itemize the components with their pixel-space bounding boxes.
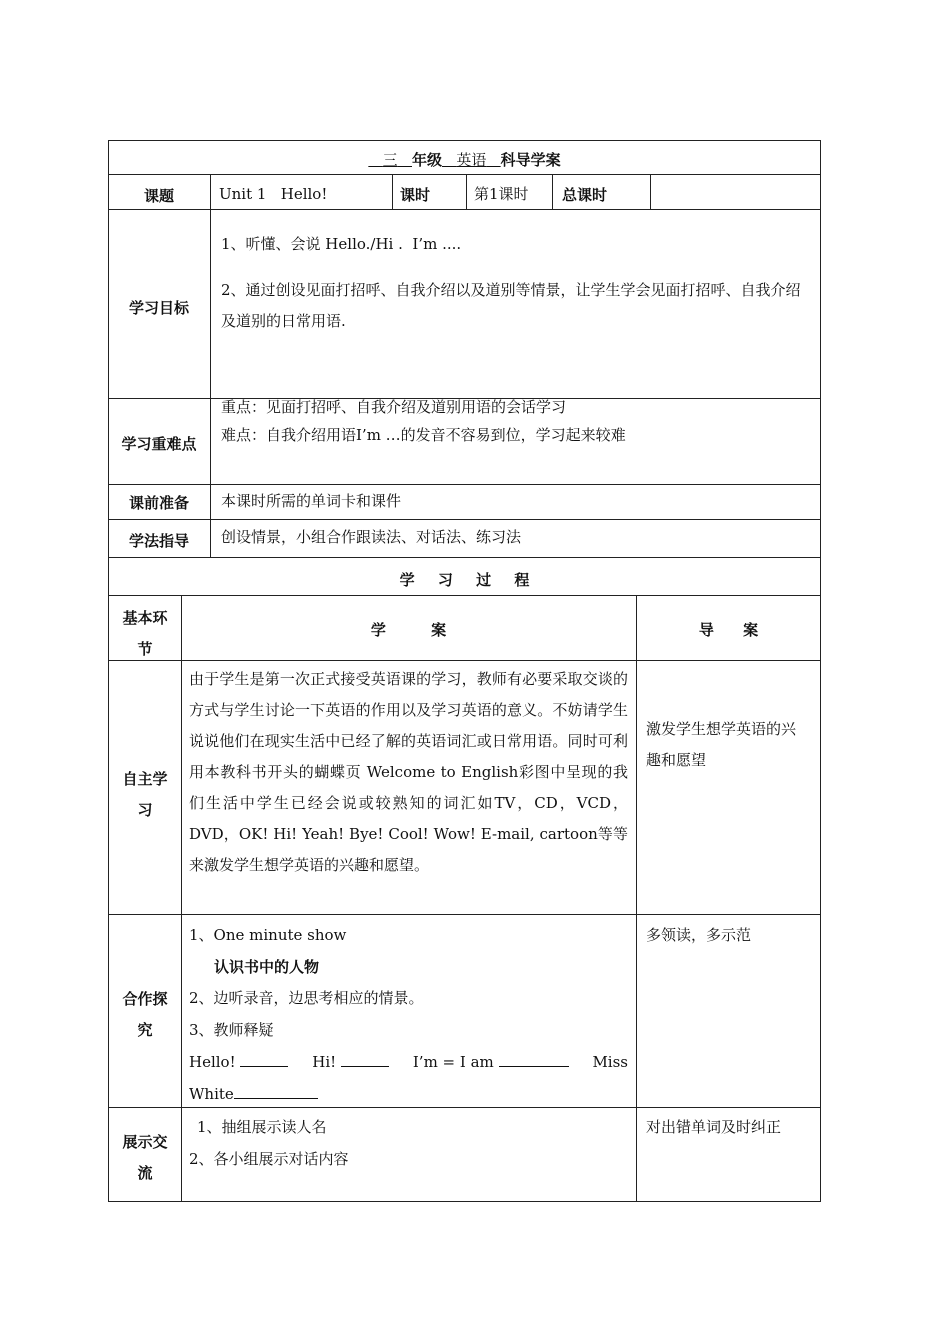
- cooperation-line-1: 1、One minute show: [189, 926, 347, 944]
- col-stage-header: 基本环节: [122, 609, 168, 658]
- method-label: 学法指导: [128, 532, 189, 550]
- col-study-header: 学 案: [370, 621, 447, 639]
- show-line-2: 2、各小组展示对话内容: [189, 1150, 349, 1168]
- goal-item-2: 2、通过创设见面打招呼、自我介绍以及道别等情景，让学生学会见面打招呼、自我介绍及道别的日常用语.: [221, 281, 801, 330]
- stage-self-study-label: 自主学习: [122, 770, 168, 819]
- blank-4: [234, 1084, 318, 1099]
- doc-type: 科导学案: [500, 151, 561, 169]
- self-study-guide: 激发学生想学英语的兴趣和愿望: [646, 720, 797, 769]
- im-prompt: I’m = I am: [413, 1052, 569, 1072]
- stage-show-label: 展示交流: [122, 1133, 168, 1182]
- cooperation-line-6: White: [189, 1084, 318, 1104]
- col-guide-header: 导 案: [698, 621, 759, 639]
- preparation-value: 本课时所需的单词卡和课件: [221, 492, 402, 510]
- grade-suffix: 年级: [411, 151, 442, 169]
- topic-label: 课题: [143, 187, 174, 205]
- cooperation-line-3: 2、边听录音，边思考相应的情景。: [189, 989, 424, 1007]
- topic-value: Unit 1 Hello!: [219, 185, 328, 203]
- show-line-1: 1、抽组展示读人名: [197, 1118, 327, 1136]
- subject-value: 英语: [456, 151, 487, 169]
- miss-prompt: Miss: [592, 1053, 628, 1071]
- grade-value: 三: [382, 151, 398, 169]
- goal-item-1: 1、听懂、会说 Hello./Hi . I’m ....: [221, 235, 462, 253]
- page-title: [108, 150, 821, 170]
- difficult-point: 难点：自我介绍用语I’m …的发音不容易到位，学习起来较难: [221, 426, 626, 444]
- hi-prompt: Hi!: [312, 1052, 389, 1072]
- goals-label: 学习目标: [128, 299, 189, 317]
- key-point: 重点：见面打招呼、自我介绍及道别用语的会话学习: [221, 398, 567, 416]
- cooperation-line-4: 3、教师释疑: [189, 1021, 274, 1039]
- hello-prompt: Hello!: [189, 1052, 288, 1072]
- total-periods-label: 总课时: [562, 186, 608, 204]
- key-points-label: 学习重难点: [121, 435, 197, 453]
- blank-2: [341, 1052, 389, 1067]
- cooperation-line-2: 认识书中的人物: [214, 958, 320, 976]
- process-title: 学 习 过 程: [399, 571, 530, 589]
- self-study-content: 由于学生是第一次正式接受英语课的学习，教师有必要采取交谈的方式与学生讨论一下英语的作用以及学习英语的意义。不妨请学生说说他们在现实生活中已经了解的英语词汇或日常用语。同时可利用本教科书开头的蝴蝶页 Welcome to English彩图中呈现的我们生活中学生已经会说或较熟知的词汇如TV，CD，VCD，DVD，OK! Hi! Yeah! Bye! Cool! Wow! E-mail, cartoon等等来激发学生想学英语的兴趣和愿望。: [189, 670, 628, 874]
- cooperation-guide: 多领读，多示范: [646, 926, 752, 944]
- method-value: 创设情景，小组合作跟读法、对话法、练习法: [221, 528, 522, 546]
- period-value: 第1课时: [474, 185, 529, 203]
- preparation-label: 课前准备: [128, 494, 189, 512]
- cooperation-line-5: [189, 1052, 628, 1072]
- blank-1: [240, 1052, 288, 1067]
- show-guide: 对出错单词及时纠正: [646, 1118, 782, 1136]
- period-label: 课时: [400, 186, 431, 204]
- stage-cooperation-label: 合作探究: [122, 990, 168, 1039]
- blank-3: [499, 1052, 569, 1067]
